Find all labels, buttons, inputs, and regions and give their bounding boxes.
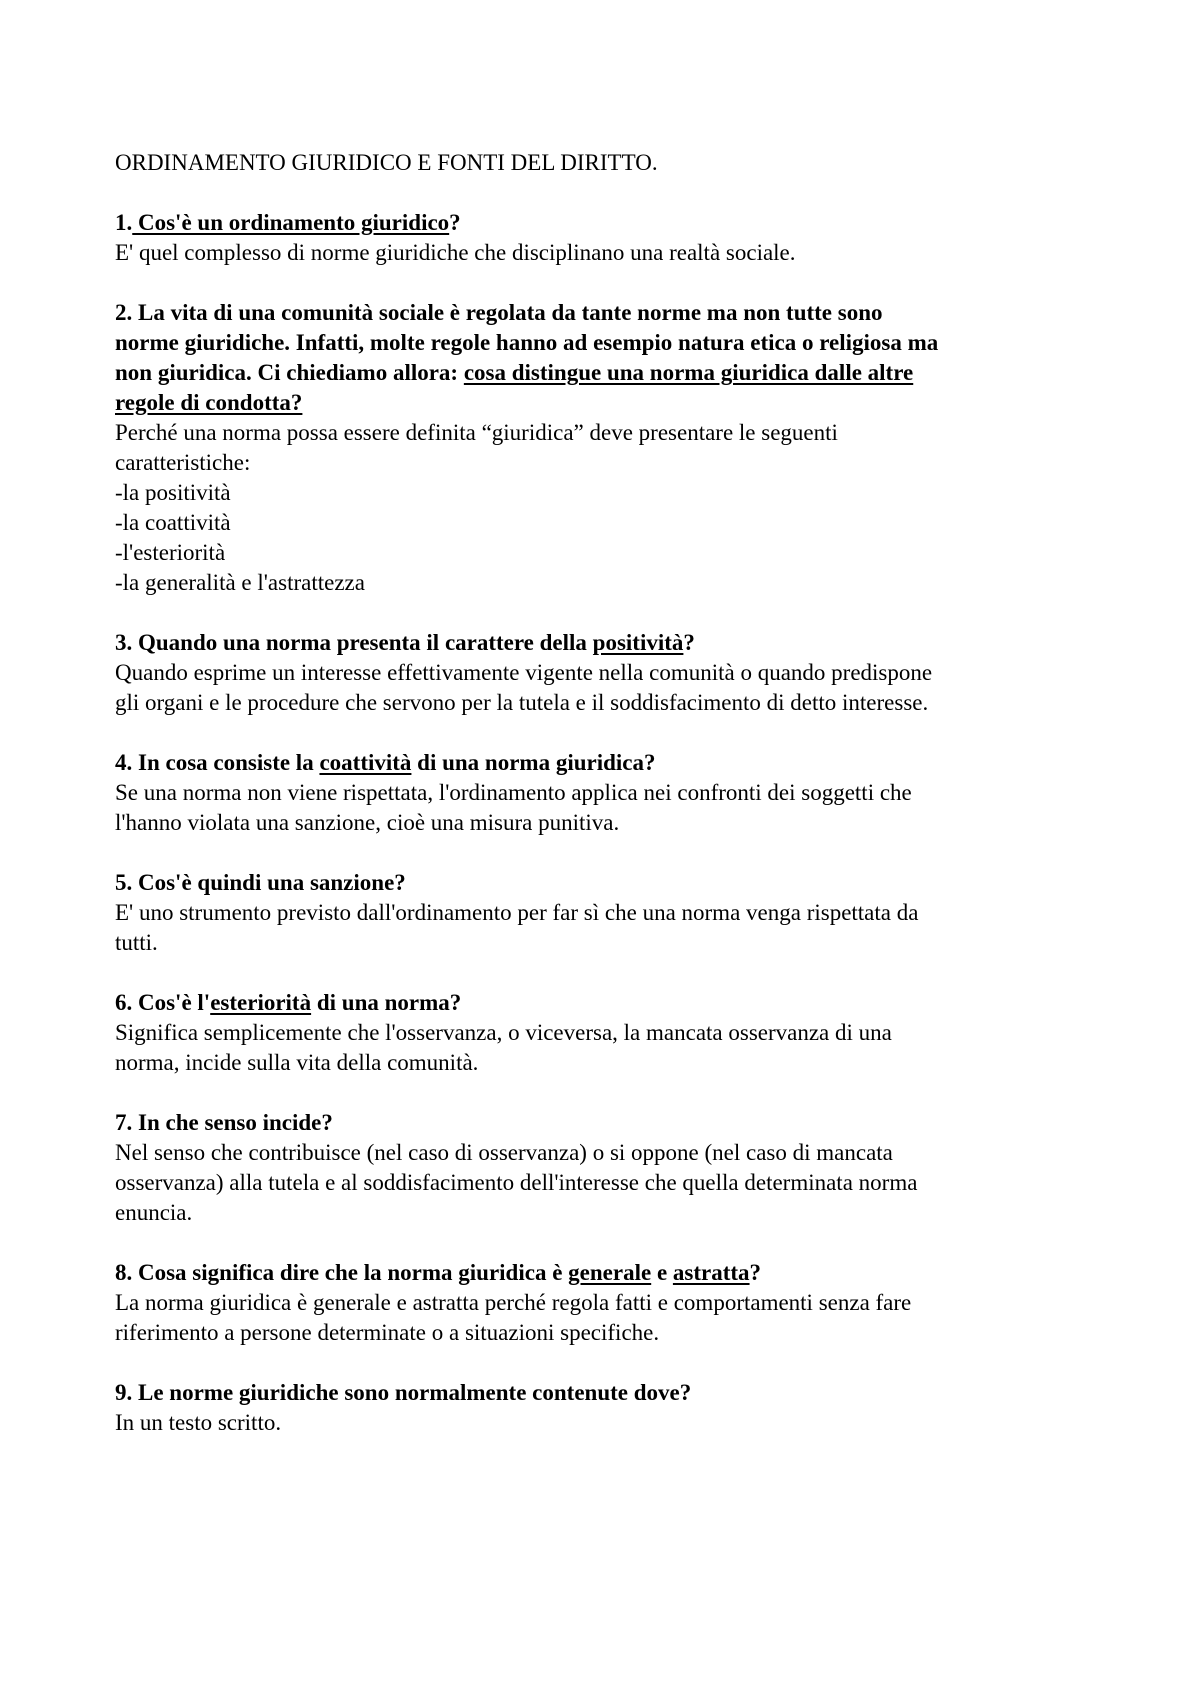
- question-2-line: norme giuridiche. Infatti, molte regole hanno ad esempio natura etica o religiosa ma: [115, 330, 939, 355]
- answer-2-line: caratteristiche:: [115, 450, 251, 475]
- answer-4-line: l'hanno violata una sanzione, cioè una misura punitiva.: [115, 810, 620, 835]
- answer-7-line: osservanza) alla tutela e al soddisfacimento dell'interesse che quella determinata norma: [115, 1170, 918, 1195]
- question-9: 9. Le norme giuridiche sono normalmente contenute dove?: [115, 1380, 692, 1405]
- answer-6-line: norma, incide sulla vita della comunità.: [115, 1050, 479, 1075]
- question-7: 7. In che senso incide?: [115, 1110, 333, 1135]
- answer-5-line: E' uno strumento previsto dall'ordinamento per far sì che una norma venga rispettata da: [115, 900, 919, 925]
- answer-1-line: E' quel complesso di norme giuridiche che disciplinano una realtà sociale.: [115, 240, 796, 265]
- answer-8-line: riferimento a persone determinate o a situazioni specifiche.: [115, 1320, 660, 1345]
- question-1: 1. Cos'è un ordinamento giuridico?: [115, 210, 461, 235]
- question-8-underlined: generale: [568, 1260, 652, 1285]
- document-title: ORDINAMENTO GIURIDICO E FONTI DEL DIRITTO.: [115, 150, 658, 175]
- answer-3-line: gli organi e le procedure che servono per la tutela e il soddisfacimento di detto interesse.: [115, 690, 929, 715]
- question-6-underlined: esteriorità: [210, 990, 312, 1015]
- list-item: -la coattività: [115, 510, 231, 535]
- list-item: -la positività: [115, 480, 231, 505]
- list-item: -l'esteriorità: [115, 540, 226, 565]
- answer-7-line: Nel senso che contribuisce (nel caso di osservanza) o si oppone (nel caso di mancata: [115, 1140, 893, 1165]
- answer-7-line: enuncia.: [115, 1200, 193, 1225]
- question-4: 4. In cosa consiste la coattività di una norma giuridica?: [115, 750, 656, 775]
- question-3: 3. Quando una norma presenta il carattere della positività?: [115, 630, 695, 655]
- question-1-underlined: Cos'è un ordinamento giuridico: [138, 210, 450, 235]
- list-item: -la generalità e l'astrattezza: [115, 570, 365, 595]
- question-2-underlined: cosa distingue una norma giuridica dalle altre: [463, 360, 914, 385]
- question-4-underlined: coattività: [319, 750, 412, 775]
- answer-5-line: tutti.: [115, 930, 158, 955]
- question-8: 8. Cosa significa dire che la norma giuridica è generale e astratta?: [115, 1260, 762, 1285]
- question-3-underlined: positività: [592, 630, 684, 655]
- answer-8-line: La norma giuridica è generale e astratta perché regola fatti e comportamenti senza fare: [115, 1290, 912, 1315]
- answer-9-line: In un testo scritto.: [115, 1410, 282, 1435]
- question-6: 6. Cos'è l'esteriorità di una norma?: [115, 990, 462, 1015]
- answer-6-line: Significa semplicemente che l'osservanza, o viceversa, la mancata osservanza di una: [115, 1020, 892, 1045]
- question-8-underlined: astratta: [672, 1260, 750, 1285]
- question-2-line: 2. La vita di una comunità sociale è regolata da tante norme ma non tutte sono: [115, 300, 883, 325]
- question-2-line: non giuridica. Ci chiediamo allora: cosa distingue una norma giuridica dalle altre: [115, 360, 914, 385]
- answer-3-line: Quando esprime un interesse effettivamente vigente nella comunità o quando predispone: [115, 660, 933, 685]
- question-2-underlined: regole di condotta?: [115, 390, 303, 415]
- question-5: 5. Cos'è quindi una sanzione?: [115, 870, 406, 895]
- answer-4-line: Se una norma non viene rispettata, l'ordinamento applica nei confronti dei soggetti che: [115, 780, 912, 805]
- answer-2-line: Perché una norma possa essere definita “giuridica” deve presentare le seguenti: [115, 420, 838, 445]
- question-2-line: [115, 388, 302, 418]
